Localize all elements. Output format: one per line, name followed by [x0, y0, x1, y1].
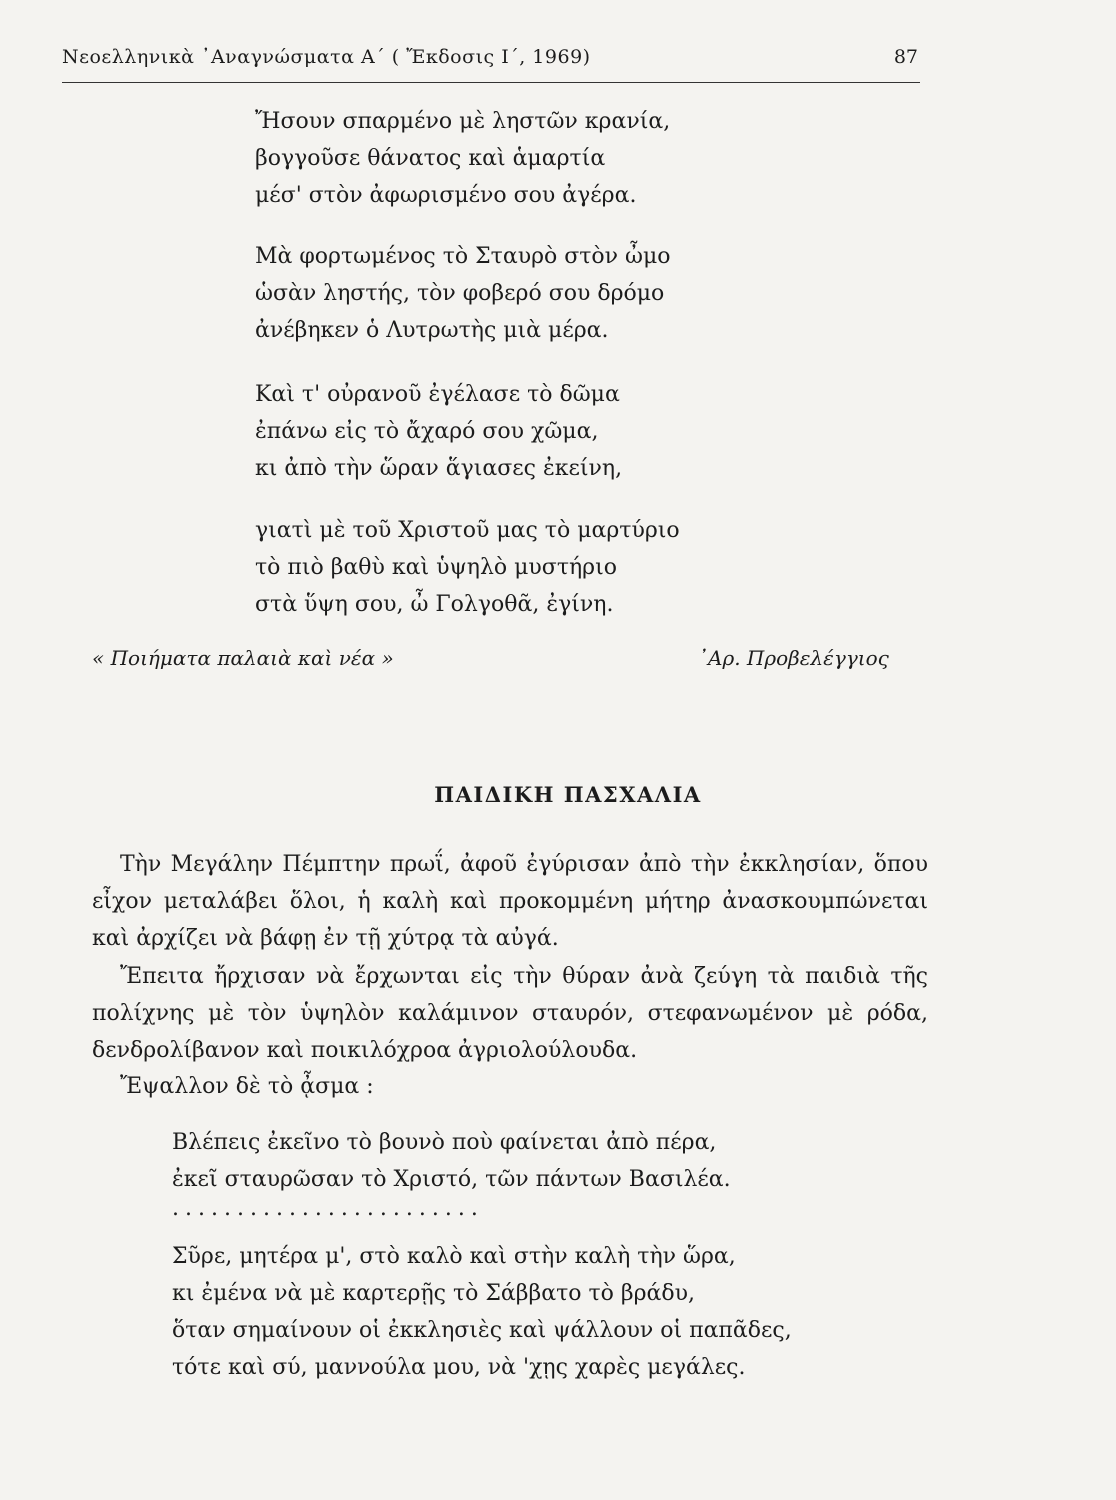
poem-line: ἀνέβηκεν ὁ Λυτρωτὴς μιὰ μέρα. [255, 318, 609, 343]
poem-stanza-2 [255, 238, 671, 349]
poem-line: ἐπάνω εἰς τὸ ἄχαρό σου χῶμα, [255, 419, 599, 444]
poem-line: Ἤσουν σπαρμένο μὲ ληστῶν κρανία, [255, 109, 671, 134]
song-line: κι ἐμένα νὰ μὲ καρτερῇς τὸ Σάββατο τὸ βράδυ, [172, 1281, 696, 1306]
song-line: Βλέπεις ἐκεῖνο τὸ βουνὸ ποὺ φαίνεται ἀπὸ πέρα, [172, 1130, 717, 1155]
poem-stanza-4 [255, 512, 680, 623]
running-header [62, 42, 920, 83]
song-verse-1 [172, 1124, 731, 1198]
paragraph-3: Ἔψαλλον δὲ τὸ ᾆσμα : [120, 1074, 374, 1099]
poem-line: ὡσὰν ληστής, τὸν φοβερό σου δρόμο [255, 281, 665, 306]
poem-line: κι ἀπὸ τὴν ὥραν ἅγιασες ἐκείνη, [255, 456, 623, 481]
poem-line: Μὰ φορτωμένος τὸ Σταυρὸ στὸν ὦμο [255, 244, 671, 269]
ellipsis-row: ........................ [172, 1196, 484, 1221]
poem-line: τὸ πιὸ βαθὺ καὶ ὑψηλὸ μυστήριο [255, 555, 617, 580]
paragraph-2: Ἔπειτα ἤρχισαν νὰ ἔρχωνται εἰς τὴν θύραν ἀνὰ ζεύγη τὰ παιδιὰ τῆς πολίχνης μὲ τὸν ὑψηλὸν καλάμινον σταυρόν, στεφανωμένον μὲ ρόδα, δενδρολίβανον καὶ ποικιλόχροα ἀγριολούλουδα. [92, 964, 928, 1063]
poem-stanza-3 [255, 376, 622, 487]
poem-source: « Ποιήματα παλαιὰ καὶ νέα » [92, 646, 394, 670]
poem-stanza-1 [255, 103, 670, 214]
song-verse-2 [172, 1238, 792, 1386]
section-title: ΠΑΙΔΙΚΗ ΠΑΣΧΑΛΙΑ [434, 782, 702, 807]
song-line: Σῦρε, μητέρα μ', στὸ καλὸ καὶ στὴν καλὴ τὴν ὥρα, [172, 1244, 736, 1269]
poem-line: γιατὶ μὲ τοῦ Χριστοῦ μας τὸ μαρτύριο [255, 518, 680, 543]
poem-line: στὰ ὕψη σου, ὦ Γολγοθᾶ, ἐγίνη. [255, 592, 614, 617]
poem-line: μέσ' στὸν ἀφωρισμένο σου ἀγέρα. [255, 183, 637, 208]
poem-author: ᾿Αρ. Προβελέγγιος [698, 646, 889, 670]
song-line: τότε καὶ σύ, μαννούλα μου, νὰ 'χῃς χαρὲς μεγάλες. [172, 1355, 746, 1380]
song-line: ἐκεῖ σταυρῶσαν τὸ Χριστό, τῶν πάντων Βασιλέα. [172, 1167, 731, 1192]
poem-line: βογγοῦσε θάνατος καὶ ἁμαρτία [255, 146, 606, 171]
song-line: ὅταν σημαίνουν οἱ ἐκκλησιὲς καὶ ψάλλουν οἱ παπᾶδες, [172, 1318, 792, 1343]
page-number: 87 [893, 46, 918, 68]
book-title: Νεοελληνικὰ ᾿Αναγνώσματα Α΄ ( Ἔκδοσις Ι΄, 1969) [62, 46, 591, 68]
paragraph-1: Τὴν Μεγάλην Πέμπτην πρωΐ, ἀφοῦ ἐγύρισαν ἀπὸ τὴν ἐκκλησίαν, ὅπου εἶχον μεταλάβει ὅλοι, ἡ καλὴ καὶ προκομμένη μήτηρ ἀνασκουμπώνεται καὶ ἀρχίζει νὰ βάφῃ ἐν τῇ χύτρᾳ τὰ αὐγά. [92, 852, 928, 951]
poem-line: Καὶ τ' οὐρανοῦ ἐγέλασε τὸ δῶμα [255, 382, 620, 407]
